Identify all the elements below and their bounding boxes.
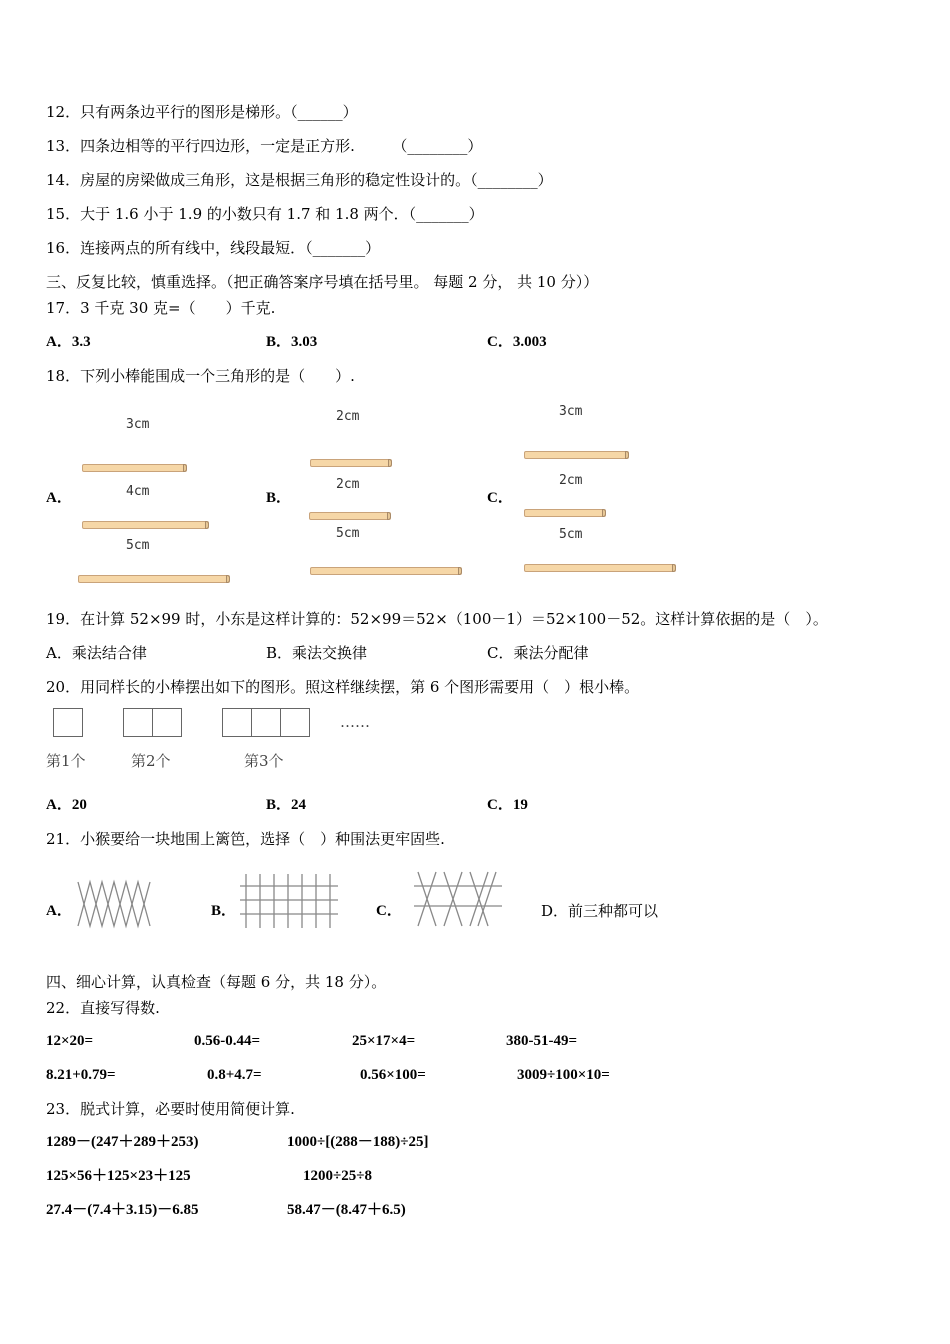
- q23-item: 1200÷25÷8: [303, 1168, 372, 1184]
- stick-a1-label: 3cm: [126, 417, 150, 432]
- q20-option-a[interactable]: A．20: [46, 797, 87, 813]
- figure-ellipsis: ……: [340, 713, 370, 731]
- fence-b-grid-image: [240, 872, 340, 930]
- q19-option-a[interactable]: A．乘法结合律: [46, 644, 147, 662]
- q17-option-c[interactable]: C．3.003: [487, 334, 547, 350]
- question-22-stem: 22．直接写得数.: [46, 999, 160, 1017]
- q21-option-a[interactable]: A．: [46, 903, 72, 919]
- stick-b2: [309, 512, 391, 520]
- q17-option-a[interactable]: A．3.3: [46, 334, 91, 350]
- question-15: 15．大于 1.6 小于 1.9 的小数只有 1.7 和 1.8 两个．（_______）: [46, 205, 484, 223]
- stick-c3-label: 5cm: [559, 527, 583, 542]
- q21-option-c[interactable]: C．: [376, 903, 402, 919]
- figure-3-square-3: [280, 708, 310, 737]
- stick-a3-label: 5cm: [126, 538, 150, 553]
- q22-item: 0.56×100=: [360, 1067, 426, 1083]
- question-23-stem: 23．脱式计算，必要时使用简便计算.: [46, 1100, 295, 1118]
- stick-a2: [82, 521, 209, 529]
- q22-item: 0.56-0.44=: [194, 1033, 261, 1049]
- question-18-stem: 18．下列小棒能围成一个三角形的是（ ）.: [46, 367, 355, 385]
- fence-c-diagonal-image: [414, 868, 504, 930]
- q22-item: 12×20=: [46, 1033, 94, 1049]
- q23-item: 1289－(247＋289＋253): [46, 1134, 199, 1150]
- stick-a1: [82, 464, 187, 472]
- q20-option-b[interactable]: B．24: [266, 797, 307, 813]
- fence-a-zigzag-image: [76, 880, 152, 930]
- q23-item: 125×56＋125×23＋125: [46, 1168, 191, 1184]
- question-19-stem: 19．在计算 52×99 时，小东是这样计算的：52×99＝52×（100－1）＝52×100－52。这样计算依据的是（ ）。: [46, 610, 828, 628]
- section-3-title: 三、反复比较，慎重选择。（把正确答案序号填在括号里。 每题 2 分， 共 10 分））: [46, 273, 599, 291]
- figure-1-square: [53, 708, 83, 737]
- section-4-title: 四、细心计算，认真检查（每题 6 分，共 18 分）。: [46, 973, 387, 991]
- q19-option-c[interactable]: C．乘法分配律: [487, 644, 589, 662]
- stick-a2-label: 4cm: [126, 484, 150, 499]
- q23-item: 58.47－(8.47＋6.5): [287, 1202, 406, 1218]
- question-14: 14．房屋的房梁做成三角形，这是根据三角形的稳定性设计的。（________）: [46, 171, 553, 189]
- figure-3-square-1: [222, 708, 252, 737]
- q21-option-b[interactable]: B．: [211, 903, 237, 919]
- stick-a3: [78, 575, 230, 583]
- figure-1-caption: 第1个: [46, 752, 86, 770]
- q23-item: 27.4－(7.4＋3.15)－6.85: [46, 1202, 199, 1218]
- q23-item: 1000÷[(288－188)÷25]: [287, 1134, 429, 1150]
- q22-item: 25×17×4=: [352, 1033, 416, 1049]
- q18-option-c[interactable]: C．: [487, 490, 513, 506]
- figure-3-caption: 第3个: [244, 752, 284, 770]
- stick-b3-label: 5cm: [336, 526, 360, 541]
- q18-option-b[interactable]: B．: [266, 490, 292, 506]
- figure-3-square-2: [251, 708, 281, 737]
- stick-c2: [524, 509, 606, 517]
- q22-item: 8.21+0.79=: [46, 1067, 116, 1083]
- stick-b1-label: 2cm: [336, 409, 360, 424]
- question-17-stem: 17．3 千克 30 克=（ ）千克.: [46, 299, 276, 317]
- q22-item: 380-51-49=: [506, 1033, 578, 1049]
- q19-option-b[interactable]: B．乘法交换律: [266, 644, 368, 662]
- question-21-stem: 21．小猴要给一块地围上篱笆，选择（ ）种围法更牢固些.: [46, 830, 445, 848]
- figure-2-square-1: [123, 708, 153, 737]
- stick-b3: [310, 567, 462, 575]
- figure-2-square-2: [152, 708, 182, 737]
- stick-b2-label: 2cm: [336, 477, 360, 492]
- q20-option-c[interactable]: C．19: [487, 797, 528, 813]
- q18-option-a[interactable]: A．: [46, 490, 72, 506]
- q21-option-d[interactable]: D．前三种都可以: [541, 902, 659, 920]
- question-12: 12．只有两条边平行的图形是梯形。（______）: [46, 103, 358, 121]
- q17-option-b[interactable]: B．3.03: [266, 334, 318, 350]
- stick-b1: [310, 459, 392, 467]
- figure-2-caption: 第2个: [131, 752, 171, 770]
- question-20-stem: 20．用同样长的小棒摆出如下的图形。照这样继续摆，第 6 个图形需要用（ ）根小棒。: [46, 678, 640, 696]
- stick-c1-label: 3cm: [559, 404, 583, 419]
- question-13: 13．四条边相等的平行四边形，一定是正方形. （________）: [46, 137, 483, 155]
- stick-c3: [524, 564, 676, 572]
- stick-c2-label: 2cm: [559, 473, 583, 488]
- stick-c1: [524, 451, 629, 459]
- question-16: 16．连接两点的所有线中，线段最短．（_______）: [46, 239, 381, 257]
- q22-item: 3009÷100×10=: [517, 1067, 610, 1083]
- q22-item: 0.8+4.7=: [207, 1067, 262, 1083]
